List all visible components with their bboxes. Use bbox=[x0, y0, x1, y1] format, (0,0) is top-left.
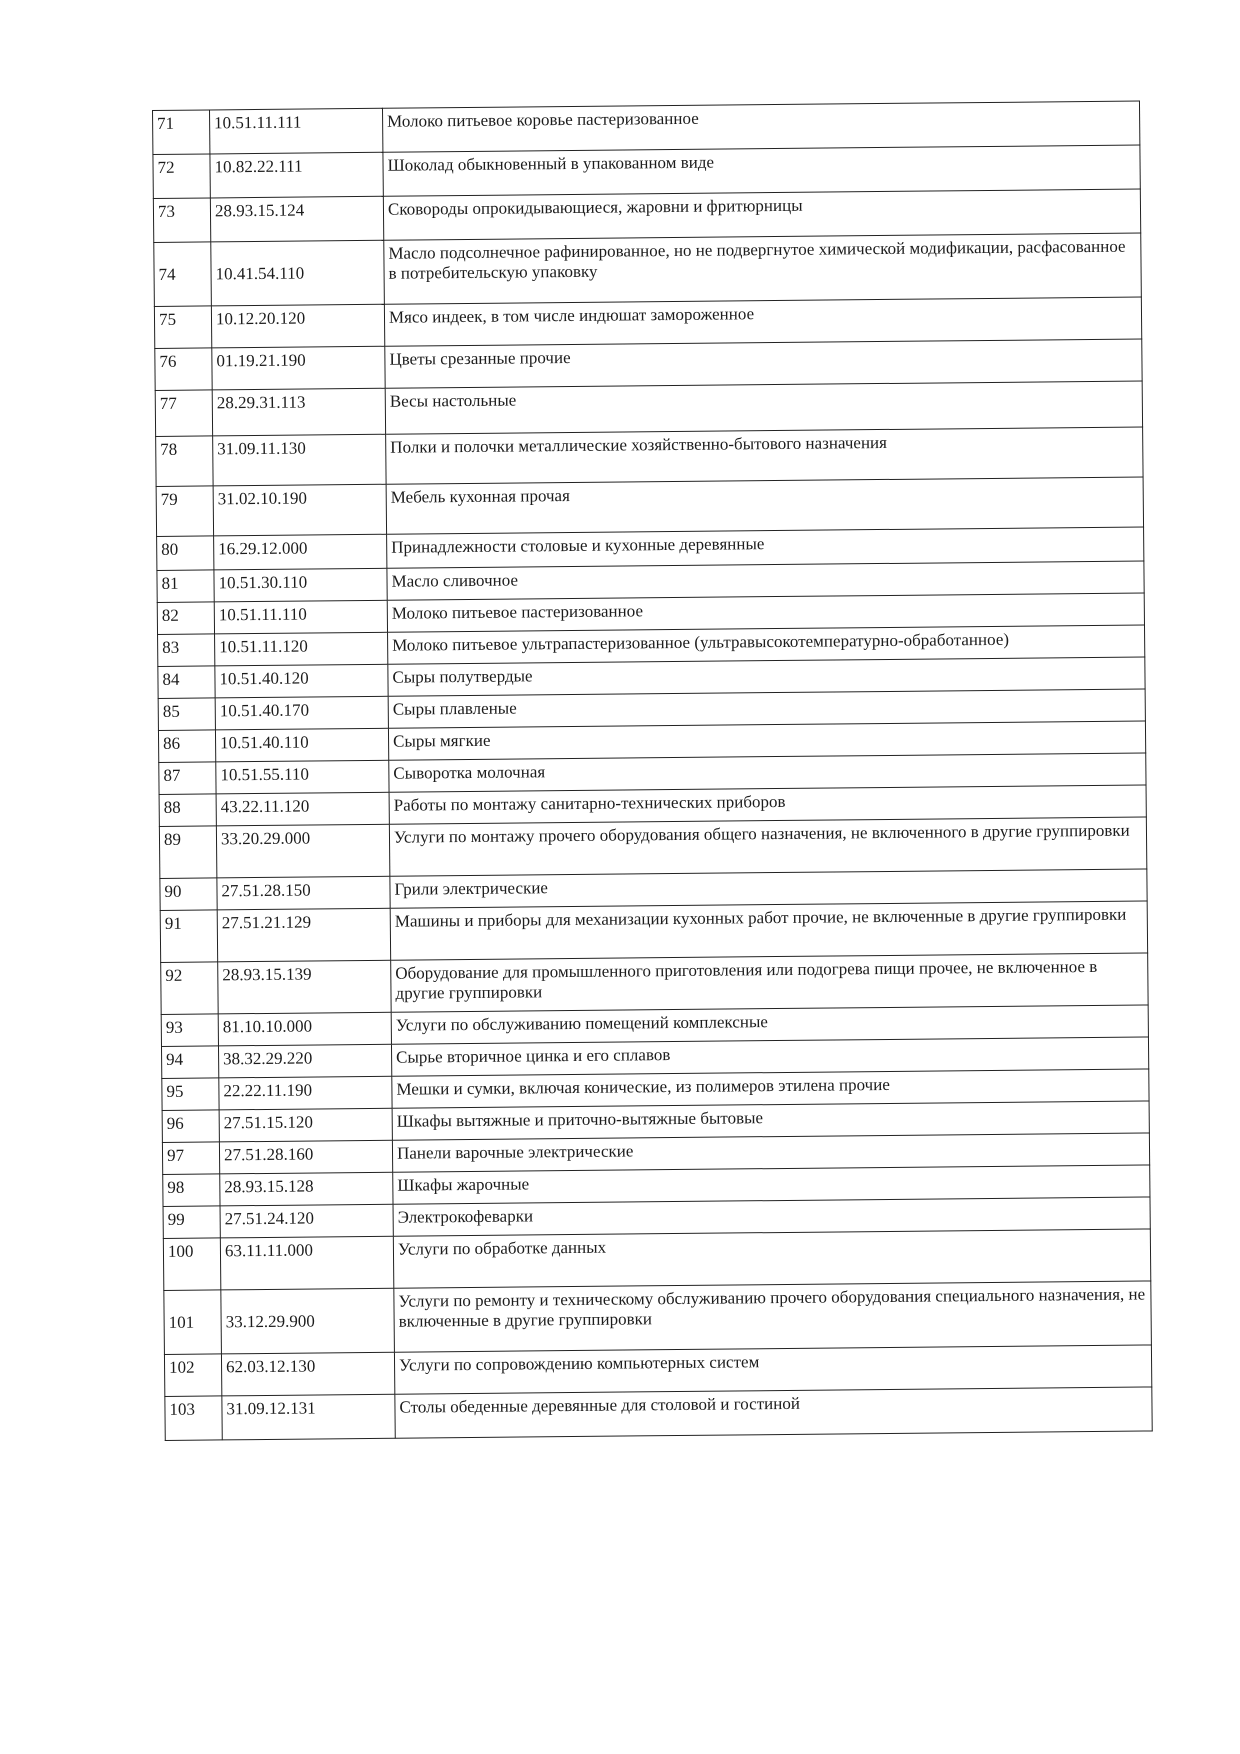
row-number: 87 bbox=[159, 762, 216, 795]
item-name: Услуги по монтажу прочего оборудования общего назначения, не включенного в другие группировки bbox=[389, 817, 1146, 876]
row-number: 76 bbox=[155, 348, 212, 391]
table-row bbox=[159, 817, 1146, 878]
row-number: 77 bbox=[155, 390, 212, 437]
okpd-code: 28.93.15.139 bbox=[218, 960, 391, 1014]
item-name: Молоко питьевое ультрапастеризованное (ультравысокотемпературно-обработанное) bbox=[388, 625, 1145, 664]
okpd-code: 28.93.15.128 bbox=[220, 1172, 393, 1206]
row-number: 75 bbox=[154, 306, 211, 349]
table-row bbox=[154, 233, 1142, 306]
row-number: 101 bbox=[164, 1290, 222, 1355]
scanned-page bbox=[152, 101, 1154, 1586]
row-number: 98 bbox=[163, 1174, 220, 1207]
item-name: Шкафы жарочные bbox=[393, 1165, 1150, 1204]
row-number: 89 bbox=[159, 826, 216, 879]
okpd-code: 10.51.40.110 bbox=[215, 728, 388, 762]
okpd-code: 43.22.11.120 bbox=[216, 792, 389, 826]
table-row bbox=[161, 953, 1148, 1014]
row-number: 92 bbox=[161, 962, 218, 1015]
item-name: Масло сливочное bbox=[387, 561, 1144, 600]
table-row bbox=[165, 1387, 1152, 1440]
okpd-code: 10.41.54.110 bbox=[211, 240, 385, 306]
item-name: Оборудование для промышленного приготовления или подогрева пищи прочее, не включенное в другие группировки bbox=[391, 953, 1148, 1012]
item-name: Машины и приборы для механизации кухонных работ прочие, не включенные в другие группировки bbox=[390, 901, 1147, 960]
row-number: 88 bbox=[159, 794, 216, 827]
row-number: 97 bbox=[162, 1142, 219, 1175]
row-number: 90 bbox=[160, 878, 217, 911]
okpd-code: 27.51.28.160 bbox=[219, 1140, 392, 1174]
okpd-code: 22.22.11.190 bbox=[219, 1076, 392, 1110]
row-number: 93 bbox=[161, 1014, 218, 1047]
item-name: Шоколад обыкновенный в упакованном виде bbox=[383, 145, 1140, 196]
okpd-code: 10.82.22.111 bbox=[210, 152, 383, 198]
item-name: Молоко питьевое пастеризованное bbox=[387, 593, 1144, 632]
item-name: Электрокофеварки bbox=[393, 1197, 1150, 1236]
okpd-code: 10.51.11.120 bbox=[215, 632, 388, 666]
row-number: 84 bbox=[158, 666, 215, 699]
item-name: Мясо индеек, в том числе индюшат замороженное bbox=[384, 297, 1141, 346]
table-row bbox=[164, 1281, 1152, 1354]
okpd-code: 81.10.10.000 bbox=[218, 1012, 391, 1046]
row-number: 72 bbox=[153, 154, 210, 199]
row-number: 83 bbox=[158, 634, 215, 667]
item-name: Сыры полутвердые bbox=[388, 657, 1145, 696]
row-number: 86 bbox=[158, 730, 215, 763]
okpd-code: 27.51.15.120 bbox=[219, 1108, 392, 1142]
item-name: Масло подсолнечное рафинированное, но не подвергнутое химической модификации, расфасованное в потребительскую упаковку bbox=[384, 233, 1142, 304]
table-body bbox=[153, 101, 1153, 1440]
okpd-code: 63.11.11.000 bbox=[220, 1236, 393, 1290]
row-number: 103 bbox=[165, 1396, 222, 1441]
item-name: Столы обеденные деревянные для столовой и гостиной bbox=[395, 1387, 1152, 1438]
row-number: 71 bbox=[153, 110, 210, 155]
row-number: 102 bbox=[164, 1354, 221, 1397]
item-name: Сыворотка молочная bbox=[389, 753, 1146, 792]
row-number: 94 bbox=[161, 1046, 218, 1079]
item-name: Услуги по обслуживанию помещений комплексные bbox=[391, 1005, 1148, 1044]
item-name: Услуги по сопровождению компьютерных систем bbox=[394, 1345, 1151, 1394]
okpd-code: 31.02.10.190 bbox=[213, 484, 386, 536]
item-name: Панели варочные электрические bbox=[392, 1133, 1149, 1172]
row-number: 74 bbox=[154, 242, 212, 307]
item-name: Шкафы вытяжные и приточно-вытяжные бытовые bbox=[392, 1101, 1149, 1140]
okpd-code: 10.51.40.170 bbox=[215, 696, 388, 730]
item-name: Грили электрические bbox=[390, 869, 1147, 908]
row-number: 85 bbox=[158, 698, 215, 731]
okpd-code: 10.51.30.110 bbox=[214, 568, 387, 602]
row-number: 73 bbox=[153, 198, 210, 243]
row-number: 100 bbox=[163, 1238, 220, 1291]
row-number: 82 bbox=[157, 602, 214, 635]
item-name: Принадлежности столовые и кухонные деревянные bbox=[387, 527, 1144, 568]
row-number: 81 bbox=[157, 570, 214, 603]
okpd-code: 27.51.24.120 bbox=[220, 1204, 393, 1238]
okpd-code: 38.32.29.220 bbox=[218, 1044, 391, 1078]
okpd-code: 10.12.20.120 bbox=[211, 304, 384, 348]
okpd-code: 01.19.21.190 bbox=[212, 346, 385, 390]
row-number: 95 bbox=[162, 1078, 219, 1111]
okpd-code: 27.51.28.150 bbox=[217, 876, 390, 910]
item-name: Мешки и сумки, включая конические, из полимеров этилена прочие bbox=[392, 1069, 1149, 1108]
okpd-code: 27.51.21.129 bbox=[217, 908, 390, 962]
okpd-code: 10.51.40.120 bbox=[215, 664, 388, 698]
item-name: Сырье вторичное цинка и его сплавов bbox=[391, 1037, 1148, 1076]
item-name: Сыры мягкие bbox=[388, 721, 1145, 760]
item-name: Молоко питьевое коровье пастеризованное bbox=[382, 101, 1139, 152]
okpd-code: 28.29.31.113 bbox=[212, 388, 385, 436]
okpd-code: 10.51.55.110 bbox=[216, 760, 389, 794]
okpd-codes-table bbox=[152, 101, 1153, 1441]
item-name: Весы настольные bbox=[385, 381, 1142, 434]
okpd-code: 62.03.12.130 bbox=[221, 1352, 394, 1396]
table-row bbox=[163, 1229, 1150, 1290]
okpd-code: 10.51.11.111 bbox=[210, 108, 383, 154]
table-row bbox=[160, 901, 1147, 962]
row-number: 91 bbox=[160, 910, 217, 963]
item-name: Мебель кухонная прочая bbox=[386, 477, 1143, 534]
okpd-code: 33.20.29.000 bbox=[216, 824, 389, 878]
okpd-code: 31.09.11.130 bbox=[213, 434, 386, 486]
item-name: Услуги по ремонту и техническому обслуживанию прочего оборудования специального назначения, не включенные в другие группировки bbox=[394, 1281, 1152, 1352]
row-number: 80 bbox=[157, 536, 214, 571]
item-name: Услуги по обработке данных bbox=[393, 1229, 1150, 1288]
item-name: Полки и полочки металлические хозяйственно-бытового назначения bbox=[386, 427, 1143, 484]
row-number: 96 bbox=[162, 1110, 219, 1143]
row-number: 79 bbox=[156, 486, 213, 537]
item-name: Сыры плавленые bbox=[388, 689, 1145, 728]
okpd-code: 16.29.12.000 bbox=[214, 534, 387, 570]
okpd-code: 10.51.11.110 bbox=[214, 600, 387, 634]
item-name: Работы по монтажу санитарно-технических приборов bbox=[389, 785, 1146, 824]
row-number: 78 bbox=[156, 436, 213, 487]
row-number: 99 bbox=[163, 1206, 220, 1239]
okpd-code: 28.93.15.124 bbox=[210, 196, 383, 242]
item-name: Цветы срезанные прочие bbox=[385, 339, 1142, 388]
okpd-code: 33.12.29.900 bbox=[221, 1288, 395, 1354]
okpd-code: 31.09.12.131 bbox=[222, 1394, 395, 1440]
item-name: Сковороды опрокидывающиеся, жаровни и фритюрницы bbox=[383, 189, 1140, 240]
